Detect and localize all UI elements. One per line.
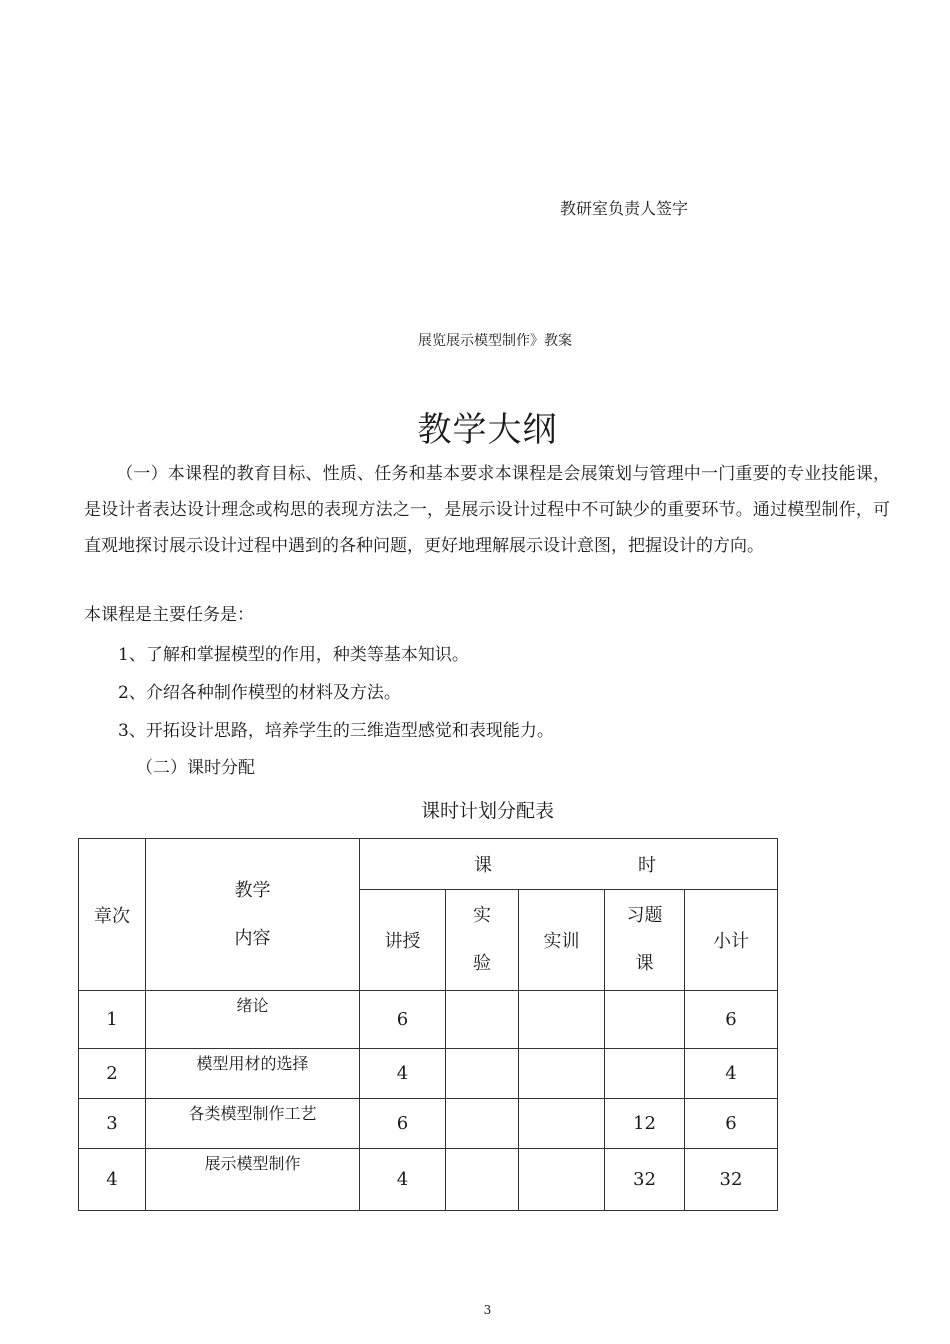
task-item: 3、开拓设计思路，培养学生的三维造型感觉和表现能力。 (118, 721, 554, 741)
cell-subtotal: 32 (685, 1149, 778, 1211)
header-hours (360, 839, 778, 890)
intro-text: （一）本课程的教育目标、性质、任务和基本要求本课程是会展策划与管理中一门重要的专业技能课，是设计者表达设计理念或构思的表现方法之一，是展示设计过程中不可缺少的重要环节。通过模型制作，可直观地探讨展示设计过程中遇到的各种问题，更好地理解展示设计意图，把握设计的方向。 (84, 464, 890, 556)
tasks-heading: 本课程是主要任务是： (84, 605, 254, 625)
hours-table (78, 838, 778, 1211)
cell-content (146, 1049, 360, 1099)
cell-content-text: 绪论 (236, 996, 269, 1015)
cell-experiment (446, 991, 519, 1049)
task-item: 1、了解和掌握模型的作用，种类等基本知识。 (118, 645, 469, 665)
document-title: 展览展示模型制作》教案 (418, 333, 572, 349)
cell-chapter: 2 (79, 1049, 146, 1099)
header-experiment (446, 890, 519, 991)
cell-lecture: 4 (360, 1149, 446, 1211)
task-item: 2、介绍各种制作模型的材料及方法。 (118, 683, 401, 703)
header-content-line2: 内容 (234, 927, 271, 949)
cell-exercise (605, 1049, 685, 1099)
header-content (146, 839, 360, 991)
table-row (79, 1099, 778, 1149)
header-exercise-line1: 习题 (626, 905, 663, 926)
header-experiment-line1: 实 (473, 905, 491, 926)
cell-lecture: 4 (360, 1049, 446, 1099)
section-hours-heading: （二）课时分配 (136, 758, 255, 778)
header-experiment-line2: 验 (473, 953, 491, 974)
header-subtotal: 小计 (685, 890, 778, 991)
cell-experiment (446, 1049, 519, 1099)
syllabus-title: 教学大纲 (417, 410, 558, 450)
cell-content-text: 各类模型制作工艺 (188, 1104, 317, 1123)
intro-paragraph (84, 456, 890, 564)
header-training: 实训 (519, 890, 605, 991)
cell-subtotal: 4 (685, 1049, 778, 1099)
cell-content (146, 991, 360, 1049)
header-exercise (605, 890, 685, 991)
header-exercise-line2: 课 (635, 953, 654, 974)
cell-content-text: 展示模型制作 (204, 1154, 301, 1173)
header-content-line1: 教学 (234, 879, 271, 901)
table-row (79, 991, 778, 1049)
cell-exercise: 12 (605, 1099, 685, 1149)
cell-experiment (446, 1099, 519, 1149)
cell-lecture: 6 (360, 991, 446, 1049)
cell-content (146, 1099, 360, 1149)
header-hours-char1: 课 (474, 855, 492, 876)
header-chapter: 章次 (79, 839, 146, 991)
cell-chapter: 4 (79, 1149, 146, 1211)
cell-chapter: 3 (79, 1099, 146, 1149)
cell-experiment (446, 1149, 519, 1211)
cell-chapter: 1 (79, 991, 146, 1049)
header-lecture: 讲授 (360, 890, 446, 991)
table-title: 课时计划分配表 (420, 800, 554, 822)
cell-lecture: 6 (360, 1099, 446, 1149)
cell-subtotal: 6 (685, 991, 778, 1049)
table-row (79, 1049, 778, 1099)
cell-subtotal: 6 (685, 1099, 778, 1149)
cell-training (519, 1149, 605, 1211)
cell-training (519, 1049, 605, 1099)
cell-training (519, 991, 605, 1049)
cell-exercise (605, 991, 685, 1049)
table-row (79, 1149, 778, 1211)
header-hours-char2: 时 (638, 855, 656, 876)
cell-content-text: 模型用材的选择 (196, 1054, 309, 1073)
cell-training (519, 1099, 605, 1149)
cell-content (146, 1149, 360, 1211)
signature-label: 教研室负责人签字 (560, 199, 689, 218)
cell-exercise: 32 (605, 1149, 685, 1211)
page-number: 3 (483, 1303, 492, 1317)
